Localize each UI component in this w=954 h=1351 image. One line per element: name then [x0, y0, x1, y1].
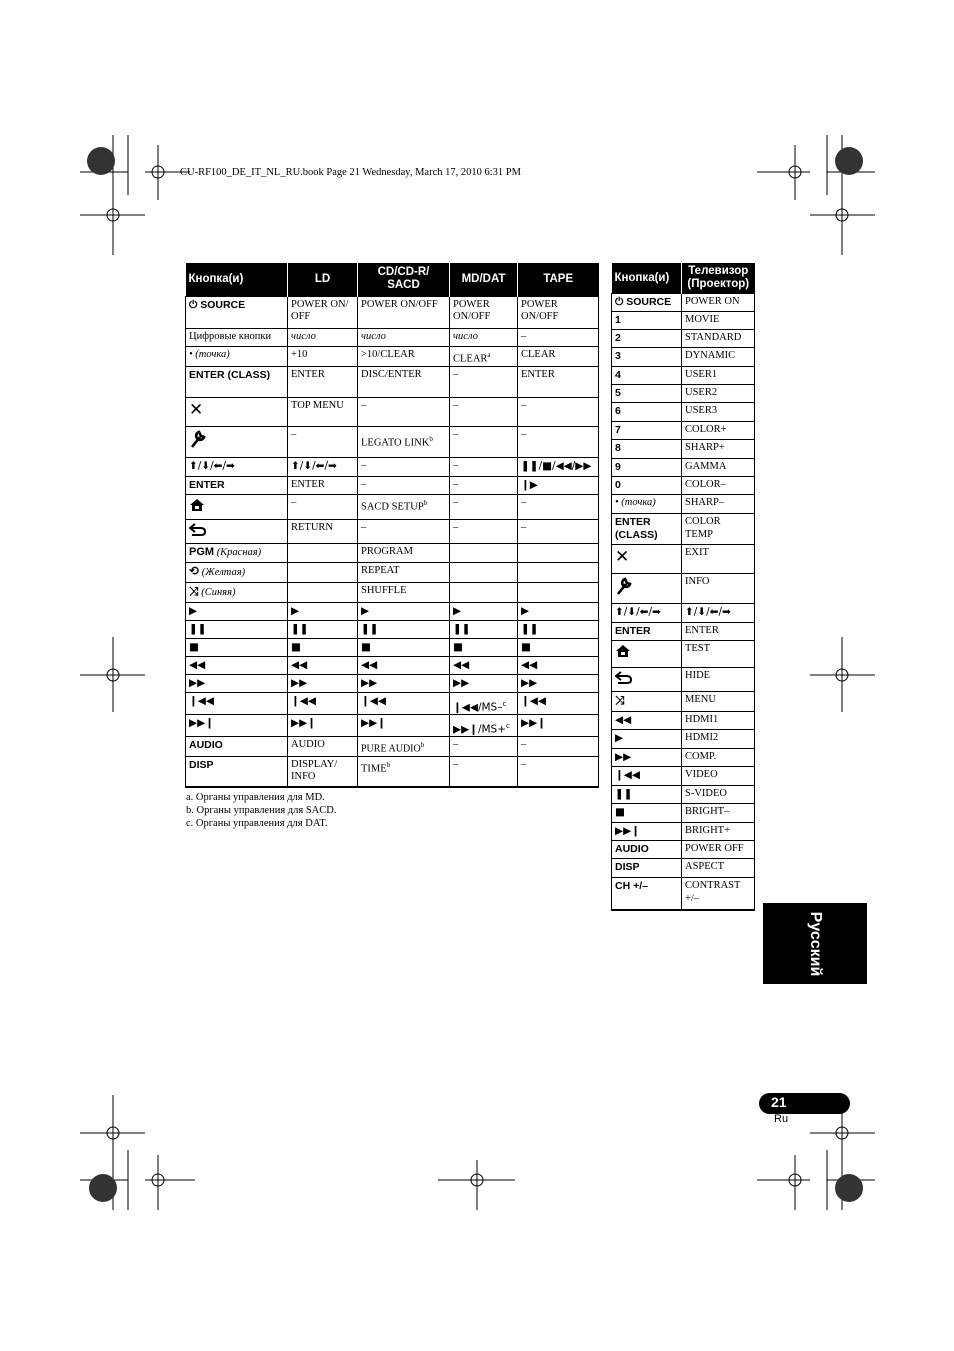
table-row [612, 786, 755, 804]
table-row [612, 841, 755, 859]
play-icon: ▶ [450, 602, 518, 620]
fast-forward-icon: ▶▶ [288, 674, 358, 692]
fast-forward-icon: ▶▶ [186, 674, 288, 692]
table-row [186, 346, 599, 366]
cell: STANDARD [682, 330, 755, 348]
cell: ASPECT [682, 859, 755, 878]
cell: – [450, 366, 518, 397]
cell-key: DISP [612, 859, 682, 878]
previous-icon: ❙◀◀ [612, 767, 682, 786]
table-row [186, 366, 599, 397]
cell-key: ⬆/⬇/⬅/➡ [612, 604, 682, 623]
cell-key [186, 519, 288, 543]
cell-key [186, 582, 288, 602]
table-row [186, 562, 599, 582]
table-row [186, 638, 599, 656]
cell-key [186, 543, 288, 562]
cell: POWER ON/ OFF [288, 296, 358, 328]
cell: COLOR+ [682, 422, 755, 440]
table-row [612, 641, 755, 668]
wrench-icon [615, 576, 633, 596]
rewind-icon: ◀◀ [518, 656, 599, 674]
cell: – [450, 494, 518, 519]
play-icon: ▶ [358, 602, 450, 620]
cell: POWER ON/OFF [450, 296, 518, 328]
cell: DISC/ENTER [358, 366, 450, 397]
pause-icon: ❚❚ [288, 620, 358, 638]
table-row [612, 878, 755, 910]
table-row [612, 514, 755, 545]
shuffle-icon: ⤨ [189, 583, 199, 598]
cell-key: 9 [612, 459, 682, 477]
cell: HDMI2 [682, 730, 755, 749]
cell: ENTER [288, 476, 358, 494]
table-row [186, 296, 599, 328]
cell [358, 426, 450, 457]
cell: GAMMA [682, 459, 755, 477]
cell [450, 346, 518, 366]
shuffle-icon: ⤨ [615, 693, 625, 707]
pause-icon: ❚❚ [450, 620, 518, 638]
cell-text: SACD SETUP [361, 501, 424, 512]
fast-forward-icon: ▶▶ [450, 674, 518, 692]
cell [288, 582, 358, 602]
footnote-a: a [487, 350, 491, 359]
cell-key [186, 494, 288, 519]
previous-icon: ❙◀◀ [186, 692, 288, 714]
cell: MENU [682, 692, 755, 712]
cell: – [358, 457, 450, 476]
home-icon [615, 643, 631, 659]
cell-key: ⏻ SOURCE [186, 296, 288, 328]
cell: ENTER [518, 366, 599, 397]
cell [288, 543, 358, 562]
rewind-icon: ◀◀ [450, 656, 518, 674]
table-row [612, 348, 755, 367]
rewind-icon: ◀◀ [186, 656, 288, 674]
page-number: 21 [771, 1094, 787, 1110]
cell: USER1 [682, 367, 755, 385]
previous-icon: ❙◀◀ [358, 692, 450, 714]
previous-icon: ❙◀◀/MS– [453, 701, 503, 713]
play-icon: ▶ [612, 730, 682, 749]
table-row [186, 457, 599, 476]
cell: INFO [682, 574, 755, 604]
table-row [612, 574, 755, 604]
cell: число [288, 328, 358, 346]
repeat-icon: ⟲ [189, 563, 200, 578]
table-row [612, 312, 755, 330]
col-header-ld: LD [288, 263, 358, 296]
pause-icon: ❚❚ [358, 620, 450, 638]
cell: PROGRAM [358, 543, 450, 562]
cell: ⬆/⬇/⬅/➡ [682, 604, 755, 623]
cell: EXIT [682, 545, 755, 574]
cell-key: 7 [612, 422, 682, 440]
cell: – [358, 476, 450, 494]
table-row [186, 543, 599, 562]
table-row [186, 582, 599, 602]
table-row [186, 714, 599, 736]
cell: ENTER [288, 366, 358, 397]
cell-key: 0 [612, 477, 682, 495]
cell: HDMI1 [682, 712, 755, 730]
fast-forward-icon: ▶▶ [358, 674, 450, 692]
next-icon: ▶▶❙ [518, 714, 599, 736]
footnote-b: b [423, 498, 428, 507]
next-icon: ▶▶❙ [186, 714, 288, 736]
cell: +10 [288, 346, 358, 366]
cell: SHARP+ [682, 440, 755, 459]
cell: – [450, 519, 518, 543]
color-label: (Синяя) [201, 586, 236, 598]
cell: – [450, 397, 518, 426]
pgm-label: PGM [189, 545, 215, 558]
table-row [612, 623, 755, 641]
cell-key: ⬆/⬇/⬅/➡ [186, 457, 288, 476]
cell-key: ENTER (CLASS) [186, 366, 288, 397]
table-row [186, 476, 599, 494]
table-row [612, 804, 755, 823]
stop-icon: ■ [358, 638, 450, 656]
cell-key: ENTER (CLASS) [612, 514, 682, 545]
table-row [186, 426, 599, 457]
pause-icon: ❚❚ [518, 620, 599, 638]
cell: DISPLAY/ INFO [288, 756, 358, 787]
cell: – [450, 736, 518, 756]
cell [450, 582, 518, 602]
cell [358, 756, 450, 787]
cell: – [518, 519, 599, 543]
cell: SHARP– [682, 495, 755, 514]
cell-key: CH +/– [612, 878, 682, 910]
rewind-icon: ◀◀ [612, 712, 682, 730]
cell: TEST [682, 641, 755, 668]
stop-icon: ■ [288, 638, 358, 656]
cell: TOP MENU [288, 397, 358, 426]
play-icon: ▶ [288, 602, 358, 620]
tv-codes-table [611, 263, 755, 911]
cell [358, 494, 450, 519]
footnote-c: c [502, 699, 507, 708]
cell [358, 736, 450, 756]
table-row [186, 397, 599, 426]
cell-key: ENTER [612, 623, 682, 641]
cell: – [450, 476, 518, 494]
fast-forward-icon: ▶▶ [612, 749, 682, 767]
cell: CLEAR [518, 346, 599, 366]
cell: COLOR TEMP [682, 514, 755, 545]
play-icon: ▶ [518, 602, 599, 620]
close-icon: ✕ [615, 547, 630, 567]
cell: S-VIDEO [682, 786, 755, 804]
cell-key: AUDIO [612, 841, 682, 859]
col-header-tape: TAPE [518, 263, 599, 296]
cell: REPEAT [358, 562, 450, 582]
cell [288, 562, 358, 582]
cell-key: 3 [612, 348, 682, 367]
cell: ❚❚/■/◀◀/▶▶ [518, 457, 599, 476]
cell: – [358, 397, 450, 426]
cell: COMP. [682, 749, 755, 767]
stop-icon: ■ [612, 804, 682, 823]
cell: >10/CLEAR [358, 346, 450, 366]
cell: MOVIE [682, 312, 755, 330]
table-row [612, 545, 755, 574]
rewind-icon: ◀◀ [358, 656, 450, 674]
close-icon: ✕ [189, 399, 204, 420]
table-row [612, 459, 755, 477]
cell-text: CLEAR [453, 353, 488, 364]
language-tab [763, 903, 867, 984]
cell: – [518, 756, 599, 787]
table-row [612, 749, 755, 767]
cell-key: 8 [612, 440, 682, 459]
table-row [186, 602, 599, 620]
cell-key: Цифровые кнопки [186, 328, 288, 346]
cell: BRIGHT+ [682, 823, 755, 841]
footnote-b: b [429, 434, 433, 443]
cell-key [612, 668, 682, 692]
next-icon: ▶▶❙/MS+ [453, 723, 507, 735]
cell-key: 1 [612, 312, 682, 330]
cell: VIDEO [682, 767, 755, 786]
cell: – [518, 736, 599, 756]
col-header-tv: Телевизор (Проектор) [682, 263, 755, 294]
page-language: Ru [774, 1113, 789, 1125]
wrench-icon [189, 429, 207, 449]
col-header-cd: CD/CD-R/ SACD [358, 263, 450, 296]
cell-key: 2 [612, 330, 682, 348]
table-row [612, 668, 755, 692]
color-label: (Желтая) [201, 566, 246, 578]
table-row [612, 367, 755, 385]
cell: HIDE [682, 668, 755, 692]
cell-key: 6 [612, 403, 682, 422]
footnote: c. Органы управления для DAT. [186, 818, 328, 829]
table-row [612, 859, 755, 878]
cell-text: PURE AUDIO [361, 743, 421, 754]
cell [518, 582, 599, 602]
table-row [186, 620, 599, 638]
cell: AUDIO [288, 736, 358, 756]
cell-key [186, 562, 288, 582]
cell-key: DISP [186, 756, 288, 787]
previous-icon: ❙◀◀ [518, 692, 599, 714]
footnote-b: b [386, 760, 391, 769]
cell-key [612, 641, 682, 668]
cell: – [288, 426, 358, 457]
table-row [186, 494, 599, 519]
cell: число [358, 328, 450, 346]
cell [518, 543, 599, 562]
cell: POWER ON [682, 294, 755, 312]
cell: USER3 [682, 403, 755, 422]
cell-key: ⏻ SOURCE [612, 294, 682, 312]
next-icon: ▶▶❙ [358, 714, 450, 736]
stop-icon: ■ [450, 638, 518, 656]
cell [450, 562, 518, 582]
remote-codes-table [185, 263, 599, 788]
cell: – [450, 756, 518, 787]
cell-key [612, 692, 682, 712]
home-icon [189, 497, 205, 513]
pause-icon: ❚❚ [612, 786, 682, 804]
cell: BRIGHT– [682, 804, 755, 823]
cell-key: AUDIO [186, 736, 288, 756]
table-row [612, 294, 755, 312]
cell: POWER OFF [682, 841, 755, 859]
cell-key: ENTER [186, 476, 288, 494]
cell: – [450, 457, 518, 476]
table-row [612, 823, 755, 841]
footnote: b. Органы управления для SACD. [186, 805, 337, 816]
cell [450, 543, 518, 562]
footnote: a. Органы управления для MD. [186, 792, 325, 803]
stop-icon: ■ [518, 638, 599, 656]
next-icon: ▶▶❙ [612, 823, 682, 841]
cell: – [518, 328, 599, 346]
col-header-md: MD/DAT [450, 263, 518, 296]
table-row [612, 330, 755, 348]
table-row [186, 328, 599, 346]
cell: – [518, 397, 599, 426]
cell: COLOR– [682, 477, 755, 495]
cell-key [186, 426, 288, 457]
table-row [186, 674, 599, 692]
cell [450, 714, 518, 736]
cell: – [518, 426, 599, 457]
cell: – [450, 426, 518, 457]
cell: SHUFFLE [358, 582, 450, 602]
table-row [612, 477, 755, 495]
cell: ENTER [682, 623, 755, 641]
col-header-button: Кнопка(и) [612, 263, 682, 294]
table-row [612, 767, 755, 786]
table-row [186, 519, 599, 543]
table-row [612, 692, 755, 712]
cell: – [358, 519, 450, 543]
cell: DYNAMIC [682, 348, 755, 367]
cell-key: • (точка) [612, 495, 682, 514]
cell: USER2 [682, 385, 755, 403]
table-row [612, 440, 755, 459]
table-row [186, 736, 599, 756]
previous-icon: ❙◀◀ [288, 692, 358, 714]
footnote-b: b [420, 740, 425, 749]
return-icon [189, 522, 207, 538]
cell: ⬆/⬇/⬅/➡ [288, 457, 358, 476]
cell: POWER ON/OFF [358, 296, 450, 328]
cell [518, 562, 599, 582]
footnotes [186, 791, 336, 830]
fast-forward-icon: ▶▶ [518, 674, 599, 692]
cell: CONTRAST +/– [682, 878, 755, 910]
table-row [612, 604, 755, 623]
pause-icon: ❚❚ [186, 620, 288, 638]
table-row [186, 756, 599, 787]
table-row [612, 495, 755, 514]
cell: POWER ON/OFF [518, 296, 599, 328]
cell [450, 692, 518, 714]
table-row [612, 385, 755, 403]
table-row [186, 692, 599, 714]
table-row [612, 730, 755, 749]
cell: RETURN [288, 519, 358, 543]
language-tab-label: Русский [807, 911, 824, 976]
table-row [612, 422, 755, 440]
rewind-icon: ◀◀ [288, 656, 358, 674]
footnote-c: c [506, 721, 510, 730]
cell-key [612, 545, 682, 574]
next-icon: ▶▶❙ [288, 714, 358, 736]
table-row [612, 403, 755, 422]
cell: – [518, 494, 599, 519]
cell: ❙▶ [518, 476, 599, 494]
play-icon: ▶ [186, 602, 288, 620]
col-header-button: Кнопка(и) [186, 263, 288, 296]
table-row [186, 656, 599, 674]
return-icon [615, 670, 633, 686]
cell: – [288, 494, 358, 519]
table-row [612, 712, 755, 730]
cell: число [450, 328, 518, 346]
cell-key: 5 [612, 385, 682, 403]
cell-key: • (точка) [186, 346, 288, 366]
cell-text: TIME [361, 763, 387, 774]
cell-key [186, 397, 288, 426]
cell-key: 4 [612, 367, 682, 385]
color-label: (Красная) [216, 546, 262, 558]
file-header: CU-RF100_DE_IT_NL_RU.book Page 21 Wednesday, March 17, 2010 6:31 PM [180, 167, 521, 178]
cell-key [612, 574, 682, 604]
stop-icon: ■ [186, 638, 288, 656]
cell-text: LEGATO LINK [361, 437, 430, 448]
